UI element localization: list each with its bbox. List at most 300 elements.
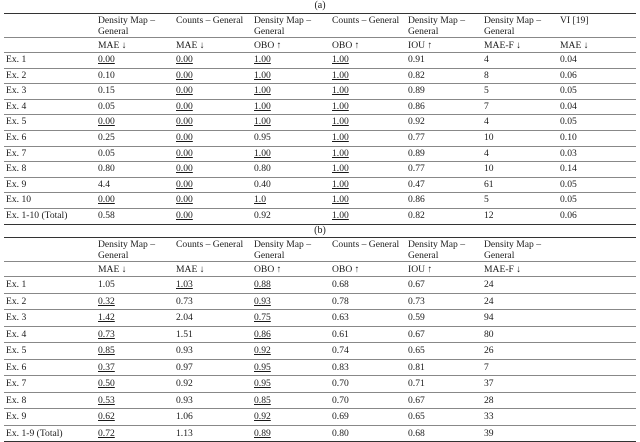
column-group-header: Density Map – General xyxy=(482,238,558,262)
cell-value: 0.89 xyxy=(408,85,425,97)
cell-value: 0.67 xyxy=(408,328,425,340)
table-cell xyxy=(558,53,636,69)
cell-value: 0.40 xyxy=(254,178,271,190)
cell-value: 0.73 xyxy=(176,295,193,307)
table-cell xyxy=(330,208,406,224)
table-cell xyxy=(558,115,636,131)
best-value: 0.85 xyxy=(98,345,115,356)
cell-value: 0.47 xyxy=(408,178,425,190)
table-cell xyxy=(330,193,406,209)
best-value: 0.86 xyxy=(254,328,271,340)
best-value: 0.00 xyxy=(176,85,193,97)
caption-table-b: (b) xyxy=(314,225,326,236)
table-row xyxy=(4,99,636,115)
metric-header xyxy=(4,38,96,53)
cell-value: 24 xyxy=(484,295,494,307)
table-cell xyxy=(96,177,174,193)
metric-header: OBO ↑ xyxy=(330,262,406,277)
metric-header: OBO ↑ xyxy=(330,38,406,53)
table-cell xyxy=(330,359,406,376)
cell-value: 0.05 xyxy=(560,194,577,206)
cell-value: 10 xyxy=(484,163,494,175)
table-row xyxy=(4,359,636,376)
best-value: 0.93 xyxy=(254,295,271,307)
metric-header: OBO ↑ xyxy=(252,38,330,53)
table-row xyxy=(4,130,636,146)
table-cell xyxy=(558,409,636,426)
cell-value: 0.77 xyxy=(408,131,425,143)
table-cell xyxy=(330,84,406,100)
table-cell xyxy=(482,84,558,100)
table-cell xyxy=(406,53,482,69)
table-cell xyxy=(96,53,174,69)
table-row xyxy=(4,425,636,442)
cell-value: 0.95 xyxy=(254,131,271,143)
cell-value: 0.73 xyxy=(408,295,425,307)
table-cell xyxy=(96,115,174,131)
cell-value: 4 xyxy=(484,116,489,128)
best-value: 0.00 xyxy=(176,194,193,206)
cell-value: 0.91 xyxy=(408,54,425,65)
cell-value: 4 xyxy=(484,147,489,159)
cell-value: 0.80 xyxy=(254,163,271,175)
cell-value: 0.25 xyxy=(98,131,115,143)
column-group-header xyxy=(558,238,636,262)
table-cell xyxy=(558,68,636,84)
best-value: 0.00 xyxy=(176,147,193,159)
cell-value: 0.82 xyxy=(408,69,425,81)
cell-value: 0.93 xyxy=(176,394,193,406)
cell-value: 0.78 xyxy=(332,295,349,307)
table-cell xyxy=(174,84,252,100)
table-cell xyxy=(252,392,330,409)
table-cell xyxy=(174,326,252,343)
best-value: 1.00 xyxy=(332,54,349,65)
column-group-header xyxy=(4,238,96,262)
cell-value: 33 xyxy=(484,411,494,422)
table-cell xyxy=(558,130,636,146)
table-cell xyxy=(330,146,406,162)
table-cell xyxy=(252,425,330,442)
table-cell xyxy=(174,409,252,426)
best-value: 0.00 xyxy=(176,131,193,143)
table-cell xyxy=(174,146,252,162)
best-value: 1.00 xyxy=(332,85,349,97)
cell-value: 1.06 xyxy=(176,411,193,422)
table-cell xyxy=(252,99,330,115)
cell-value: 4.4 xyxy=(98,178,110,190)
table-cell xyxy=(558,310,636,327)
table-cell xyxy=(406,68,482,84)
best-value: 0.85 xyxy=(254,394,271,406)
caption-table-a: (a) xyxy=(314,0,326,11)
table-cell xyxy=(406,84,482,100)
table-cell xyxy=(174,130,252,146)
table-cell xyxy=(558,277,636,294)
table-cell xyxy=(174,177,252,193)
metric-header xyxy=(558,262,636,277)
cell-value: 0.65 xyxy=(408,345,425,356)
cell-value: 5 xyxy=(484,194,489,206)
table-cell xyxy=(252,326,330,343)
column-group-header: Density Map – General xyxy=(252,14,330,38)
best-value: 1.42 xyxy=(98,312,115,323)
table-cell xyxy=(96,84,174,100)
table-cell xyxy=(330,425,406,442)
table-row xyxy=(4,409,636,426)
table-b-body xyxy=(4,277,636,442)
best-value: 0.00 xyxy=(176,69,193,81)
metric-header: MAE-F ↓ xyxy=(482,38,558,53)
best-value: 1.00 xyxy=(332,131,349,143)
table-cell xyxy=(482,293,558,310)
cell-value: 0.10 xyxy=(98,69,115,81)
table-cell xyxy=(482,310,558,327)
table-b-header xyxy=(4,238,636,277)
column-group-header: Density Map – General xyxy=(252,238,330,262)
table-cell xyxy=(96,130,174,146)
table-cell xyxy=(252,130,330,146)
row-label: Ex. 2 xyxy=(4,293,96,310)
table-cell xyxy=(252,376,330,393)
table-cell xyxy=(96,310,174,327)
cell-value: 0.61 xyxy=(332,328,349,340)
best-value: 1.00 xyxy=(332,69,349,81)
table-row xyxy=(4,208,636,224)
table-cell xyxy=(174,53,252,69)
cell-value: 0.15 xyxy=(98,85,115,97)
best-value: 0.37 xyxy=(98,361,115,373)
table-cell xyxy=(406,409,482,426)
best-value: 0.73 xyxy=(98,328,115,340)
cell-value: 12 xyxy=(484,209,494,221)
column-group-header: Counts – General xyxy=(174,14,252,38)
cell-value: 0.05 xyxy=(560,116,577,128)
table-cell xyxy=(96,293,174,310)
best-value: 0.00 xyxy=(176,116,193,128)
metric-header: MAE ↓ xyxy=(96,262,174,277)
table-cell xyxy=(330,99,406,115)
cell-value: 1.13 xyxy=(176,427,193,439)
best-value: 1.00 xyxy=(254,69,271,81)
table-row xyxy=(4,310,636,327)
row-label: Ex. 3 xyxy=(4,310,96,327)
cell-value: 1.51 xyxy=(176,328,193,340)
table-cell xyxy=(96,326,174,343)
table-cell xyxy=(482,130,558,146)
table-cell xyxy=(96,99,174,115)
cell-value: 0.04 xyxy=(560,100,577,112)
table-row xyxy=(4,115,636,131)
table-cell xyxy=(252,293,330,310)
table-cell xyxy=(330,293,406,310)
cell-value: 2.04 xyxy=(176,312,193,323)
table-cell xyxy=(482,162,558,178)
best-value: 1.00 xyxy=(332,163,349,175)
table-cell xyxy=(96,193,174,209)
table-cell xyxy=(174,68,252,84)
best-value: 0.00 xyxy=(176,54,193,65)
table-cell xyxy=(174,208,252,224)
table-cell xyxy=(482,343,558,360)
cell-value: 0.89 xyxy=(408,147,425,159)
table-cell xyxy=(558,208,636,224)
cell-value: 0.80 xyxy=(332,427,349,439)
cell-value: 0.68 xyxy=(408,427,425,439)
table-cell xyxy=(558,193,636,209)
cell-value: 0.86 xyxy=(408,194,425,206)
table-cell xyxy=(482,359,558,376)
table-cell xyxy=(482,326,558,343)
table-cell xyxy=(482,68,558,84)
cell-value: 1.05 xyxy=(98,279,115,290)
table-cell xyxy=(406,130,482,146)
metric-header: MAE-F ↓ xyxy=(482,262,558,277)
cell-value: 5 xyxy=(484,85,489,97)
table-cell xyxy=(406,376,482,393)
column-group-header: Density Map – General xyxy=(482,14,558,38)
row-label: Ex. 1-9 (Total) xyxy=(4,425,96,442)
cell-value: 8 xyxy=(484,69,489,81)
table-cell xyxy=(96,392,174,409)
best-value: 0.32 xyxy=(98,295,115,307)
table-cell xyxy=(482,115,558,131)
cell-value: 0.82 xyxy=(408,209,425,221)
table-cell xyxy=(174,193,252,209)
table-cell xyxy=(252,53,330,69)
table-cell xyxy=(482,99,558,115)
column-group-header: Density Map – General xyxy=(406,14,482,38)
table-cell xyxy=(252,115,330,131)
table-cell xyxy=(558,425,636,442)
cell-value: 39 xyxy=(484,427,494,439)
cell-value: 0.58 xyxy=(98,209,115,221)
table-cell xyxy=(330,310,406,327)
cell-value: 0.06 xyxy=(560,209,577,221)
cell-value: 0.67 xyxy=(408,394,425,406)
cell-value: 0.14 xyxy=(560,163,577,175)
cell-value: 0.93 xyxy=(176,345,193,356)
cell-value: 28 xyxy=(484,394,494,406)
cell-value: 0.77 xyxy=(408,163,425,175)
cell-value: 26 xyxy=(484,345,494,356)
cell-value: 0.86 xyxy=(408,100,425,112)
table-cell xyxy=(252,277,330,294)
table-cell xyxy=(558,177,636,193)
table-cell xyxy=(482,277,558,294)
best-value: 0.88 xyxy=(254,279,271,290)
table-cell xyxy=(330,343,406,360)
table-cell xyxy=(558,84,636,100)
cell-value: 24 xyxy=(484,279,494,290)
cell-value: 0.81 xyxy=(408,361,425,373)
table-cell xyxy=(482,193,558,209)
table-cell xyxy=(330,130,406,146)
column-group-header: Density Map – General xyxy=(96,238,174,262)
best-value: 0.00 xyxy=(176,209,193,221)
table-cell xyxy=(330,392,406,409)
cell-value: 0.67 xyxy=(408,279,425,290)
cell-value: 94 xyxy=(484,312,494,323)
cell-value: 0.05 xyxy=(98,100,115,112)
table-cell xyxy=(96,277,174,294)
best-value: 1.03 xyxy=(176,279,193,290)
table-cell xyxy=(330,409,406,426)
table-row xyxy=(4,146,636,162)
table-cell xyxy=(174,310,252,327)
column-group-header: Counts – General xyxy=(174,238,252,262)
table-cell xyxy=(406,392,482,409)
table-cell xyxy=(96,68,174,84)
table-cell xyxy=(406,359,482,376)
best-value: 0.62 xyxy=(98,411,115,422)
metric-header: MAE ↓ xyxy=(558,38,636,53)
best-value: 0.00 xyxy=(98,54,115,65)
best-value: 1.00 xyxy=(332,194,349,206)
table-cell xyxy=(558,99,636,115)
table-cell xyxy=(252,193,330,209)
best-value: 1.00 xyxy=(254,100,271,112)
cell-value: 10 xyxy=(484,131,494,143)
table-cell xyxy=(330,68,406,84)
table-cell xyxy=(406,277,482,294)
metric-header: IOU ↑ xyxy=(406,262,482,277)
results-table-b xyxy=(4,237,636,442)
table-cell xyxy=(330,53,406,69)
cell-value: 7 xyxy=(484,361,489,373)
table-cell xyxy=(482,53,558,69)
column-group-header: Density Map – General xyxy=(96,14,174,38)
best-value: 0.95 xyxy=(254,361,271,373)
best-value: 1.00 xyxy=(332,100,349,112)
table-cell xyxy=(558,343,636,360)
table-row xyxy=(4,277,636,294)
table-cell xyxy=(406,326,482,343)
row-label: Ex. 3 xyxy=(4,84,96,100)
column-group-header xyxy=(4,14,96,38)
table-cell xyxy=(330,177,406,193)
row-label: Ex. 1 xyxy=(4,277,96,294)
metric-header: MAE ↓ xyxy=(174,262,252,277)
table-cell xyxy=(482,146,558,162)
row-label: Ex. 9 xyxy=(4,409,96,426)
table-cell xyxy=(96,425,174,442)
table-cell xyxy=(96,343,174,360)
table-cell xyxy=(558,293,636,310)
best-value: 1.00 xyxy=(254,54,271,65)
table-cell xyxy=(330,115,406,131)
table-row xyxy=(4,84,636,100)
best-value: 1.00 xyxy=(254,147,271,159)
cell-value: 0.92 xyxy=(254,209,271,221)
metric-header: MAE ↓ xyxy=(174,38,252,53)
table-row xyxy=(4,193,636,209)
table-cell xyxy=(558,146,636,162)
table-cell xyxy=(96,376,174,393)
best-value: 1.00 xyxy=(254,85,271,97)
table-cell xyxy=(252,310,330,327)
cell-value: 0.92 xyxy=(408,116,425,128)
table-a-header xyxy=(4,14,636,53)
cell-value: 80 xyxy=(484,328,494,340)
table-cell xyxy=(252,208,330,224)
cell-value: 0.97 xyxy=(176,361,193,373)
cell-value: 0.74 xyxy=(332,345,349,356)
table-cell xyxy=(252,359,330,376)
best-value: 1.00 xyxy=(332,178,349,190)
table-cell xyxy=(406,177,482,193)
best-value: 0.72 xyxy=(98,427,115,439)
cell-value: 0.70 xyxy=(332,378,349,389)
table-cell xyxy=(174,115,252,131)
cell-value: 0.05 xyxy=(560,178,577,190)
row-label: Ex. 8 xyxy=(4,162,96,178)
column-group-header: Counts – General xyxy=(330,238,406,262)
cell-value: 7 xyxy=(484,100,489,112)
row-label: Ex. 5 xyxy=(4,343,96,360)
row-label: Ex. 6 xyxy=(4,130,96,146)
row-label: Ex. 2 xyxy=(4,68,96,84)
table-cell xyxy=(252,146,330,162)
table-cell xyxy=(406,115,482,131)
table-cell xyxy=(482,376,558,393)
cell-value: 0.80 xyxy=(98,163,115,175)
best-value: 1.00 xyxy=(332,209,349,221)
table-cell xyxy=(174,277,252,294)
best-value: 0.00 xyxy=(98,194,115,206)
best-value: 0.89 xyxy=(254,427,271,439)
table-cell xyxy=(96,359,174,376)
best-value: 0.92 xyxy=(254,411,271,422)
table-row xyxy=(4,293,636,310)
best-value: 0.75 xyxy=(254,312,271,323)
table-cell xyxy=(406,162,482,178)
row-label: Ex. 1 xyxy=(4,53,96,69)
table-cell xyxy=(96,409,174,426)
best-value: 0.92 xyxy=(254,345,271,356)
table-cell xyxy=(174,99,252,115)
row-label: Ex. 7 xyxy=(4,146,96,162)
table-cell xyxy=(558,392,636,409)
cell-value: 37 xyxy=(484,378,494,389)
table-cell xyxy=(252,84,330,100)
table-cell xyxy=(96,162,174,178)
cell-value: 0.03 xyxy=(560,147,577,159)
table-cell xyxy=(174,376,252,393)
best-value: 1.00 xyxy=(332,116,349,128)
cell-value: 0.71 xyxy=(408,378,425,389)
table-cell xyxy=(558,359,636,376)
cell-value: 61 xyxy=(484,178,494,190)
cell-value: 0.69 xyxy=(332,411,349,422)
best-value: 0.53 xyxy=(98,394,115,406)
row-label: Ex. 4 xyxy=(4,99,96,115)
table-row xyxy=(4,326,636,343)
table-cell xyxy=(330,162,406,178)
row-label: Ex. 8 xyxy=(4,392,96,409)
table-row xyxy=(4,343,636,360)
column-group-header: Counts – General xyxy=(330,14,406,38)
table-cell xyxy=(174,293,252,310)
table-cell xyxy=(96,208,174,224)
table-cell xyxy=(406,425,482,442)
table-cell xyxy=(558,162,636,178)
metric-header: MAE ↓ xyxy=(96,38,174,53)
best-value: 0.00 xyxy=(98,116,115,128)
table-cell xyxy=(174,162,252,178)
table-row xyxy=(4,392,636,409)
table-cell xyxy=(482,392,558,409)
